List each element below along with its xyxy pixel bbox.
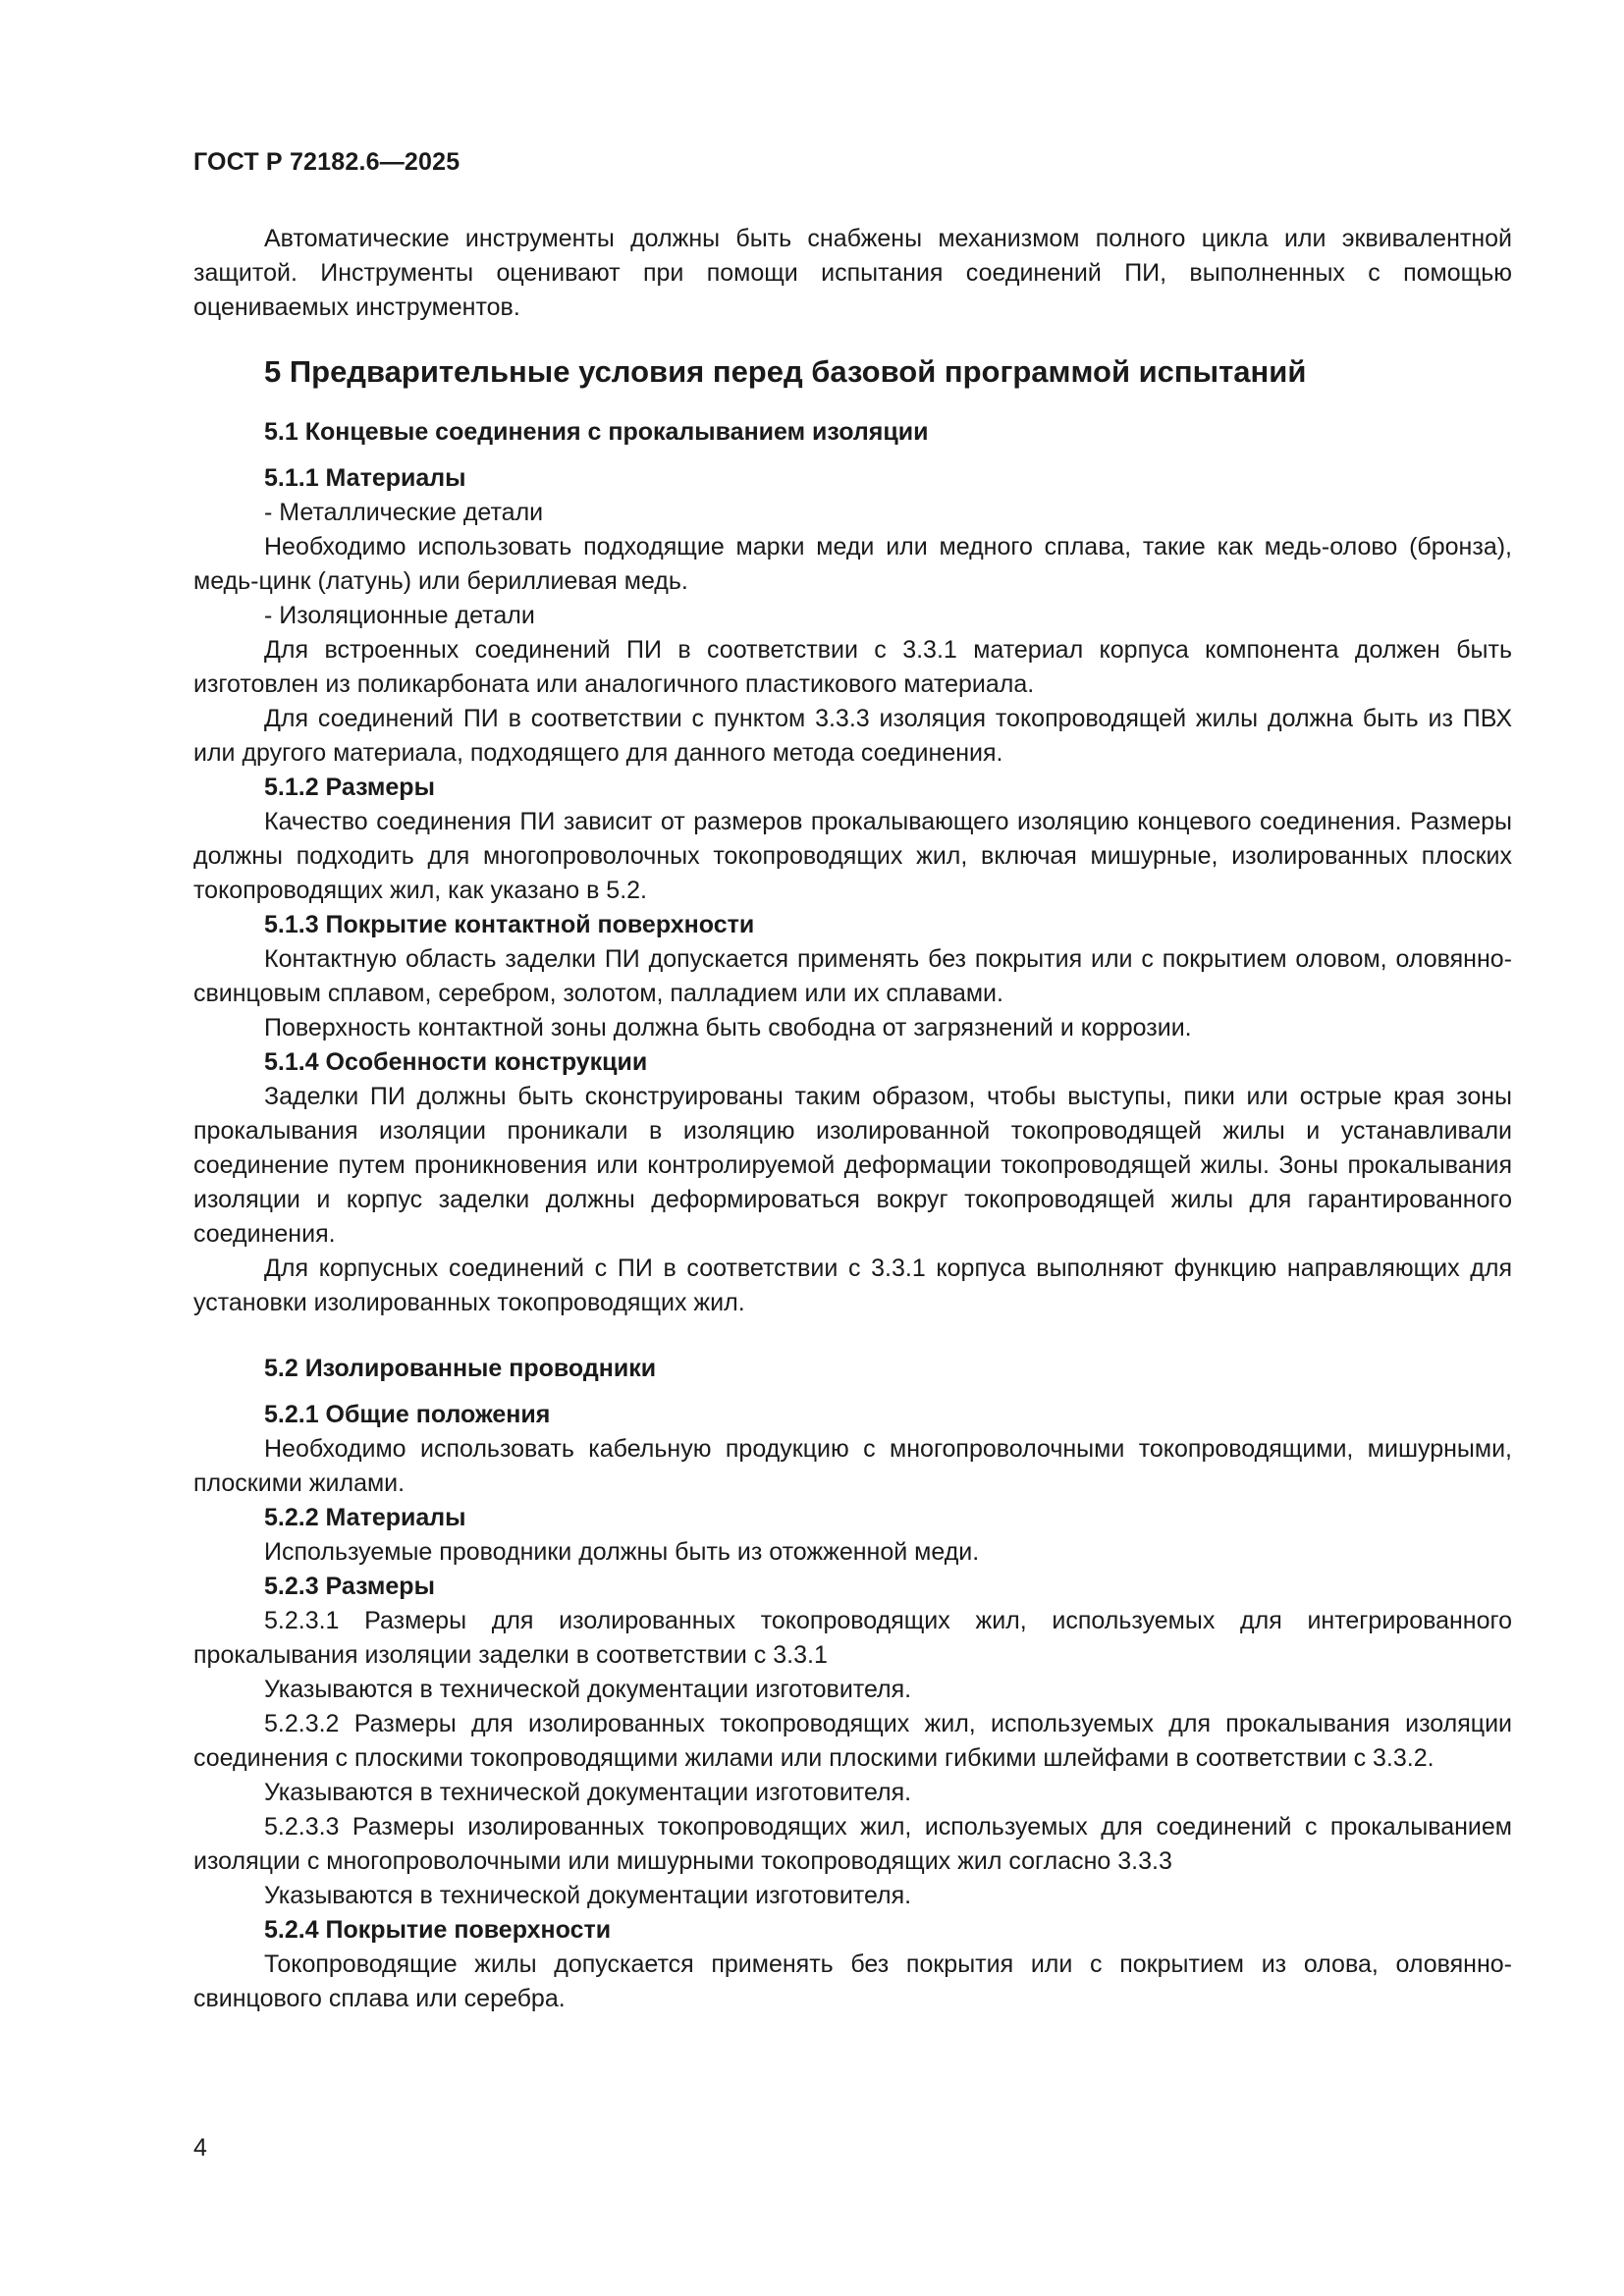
paragraph: 5.2.3.2 Размеры для изолированных токопроводящих жил, используемых для прокалывания изоляции соединения с плоскими токопроводящими жилами или плоскими гибкими шлейфами в соответствии с 3.3.2. (193, 1710, 1512, 1772)
paragraph: 5.2.3.1 Размеры для изолированных токопроводящих жил, используемых для интегрированного прокалывания изоляции заделки в соответствии с 3.3.1 (193, 1607, 1512, 1669)
section-5-title: 5 Предварительные условия перед базовой программой испытаний (264, 354, 1307, 389)
paragraph: Для встроенных соединений ПИ в соответствии с 3.3.1 материал корпуса компонента должен быть изготовлен из поликарбоната или аналогичного пластикового материала. (193, 636, 1512, 698)
paragraph: Необходимо использовать кабельную продукцию с многопроволочными токопроводящими, мишурными, плоскими жилами. (193, 1435, 1512, 1497)
paragraph: Качество соединения ПИ зависит от размеров прокалывающего изоляцию концевого соединения. Размеры должны подходить для многопроволочных токопроводящих жил, включая мишурные, изолированных плоских токопроводящих жил, как указано в 5.2. (193, 808, 1512, 904)
paragraph: Указываются в технической документации изготовителя. (264, 1676, 912, 1703)
paragraph: Для соединений ПИ в соответствии с пунктом 3.3.3 изоляция токопроводящей жилы должна быть из ПВХ или другого материала, подходящего для данного метода соединения. (193, 705, 1512, 767)
section-5-2-title: 5.2 Изолированные проводники (264, 1355, 657, 1382)
paragraph: Указываются в технической документации изготовителя. (264, 1882, 912, 1909)
document-header: ГОСТ Р 72182.6—2025 (193, 148, 460, 176)
document-body (193, 222, 1512, 2016)
paragraph: - Металлические детали (264, 499, 544, 526)
paragraph: Заделки ПИ должны быть сконструированы таким образом, чтобы выступы, пики или острые края зоны прокалывания изоляции проникали в изоляцию изолированной токопроводящей жилы и устанавливали соединение путем проникновения или контролируемой деформации токопроводящей жилы. Зоны прокалывания изоляции и корпус заделки должны деформироваться вокруг токопроводящей жилы для гарантированного соединения. (193, 1083, 1512, 1248)
intro-paragraph: Автоматические инструменты должны быть снабжены механизмом полного цикла или эквивалентной защитой. Инструменты оценивают при помощи испытания соединений ПИ, выполненных с помощью оцениваемых инструментов. (193, 225, 1512, 321)
paragraph: Токопроводящие жилы допускается применять без покрытия или с покрытием из олова, оловянно-свинцового сплава или серебра. (193, 1950, 1512, 2012)
section-5-1-4-title: 5.1.4 Особенности конструкции (264, 1048, 648, 1076)
section-5-2-2-title: 5.2.2 Материалы (264, 1504, 466, 1531)
paragraph: - Изоляционные детали (264, 602, 535, 629)
section-5-2-3-title: 5.2.3 Размеры (264, 1573, 435, 1600)
paragraph: Для корпусных соединений с ПИ в соответствии с 3.3.1 корпуса выполняют функцию направляющих для установки изолированных токопроводящих жил. (193, 1255, 1512, 1316)
section-5-2-1-title: 5.2.1 Общие положения (264, 1401, 551, 1428)
paragraph: 5.2.3.3 Размеры изолированных токопроводящих жил, используемых для соединений с прокалыванием изоляции с многопроволочными или мишурными токопроводящих жил согласно 3.3.3 (193, 1813, 1512, 1875)
paragraph: Указываются в технической документации изготовителя. (264, 1779, 912, 1806)
page-number: 4 (193, 2134, 207, 2162)
paragraph: Используемые проводники должны быть из отожженной меди. (264, 1538, 980, 1566)
section-5-1-1-title: 5.1.1 Материалы (264, 464, 466, 492)
paragraph: Контактную область заделки ПИ допускается применять без покрытия или с покрытием оловом, оловянно-свинцовым сплавом, серебром, золотом, палладием или их сплавами. (193, 945, 1512, 1007)
paragraph: Необходимо использовать подходящие марки меди или медного сплава, такие как медь-олово (бронза), медь-цинк (латунь) или бериллиевая медь. (193, 533, 1512, 595)
section-5-1-3-title: 5.1.3 Покрытие контактной поверхности (264, 911, 755, 938)
section-5-1-title: 5.1 Концевые соединения с прокалыванием изоляции (264, 418, 929, 446)
section-5-2-4-title: 5.2.4 Покрытие поверхности (264, 1916, 612, 1944)
paragraph: Поверхность контактной зоны должна быть свободна от загрязнений и коррозии. (264, 1014, 1192, 1041)
section-5-1-2-title: 5.1.2 Размеры (264, 774, 435, 801)
